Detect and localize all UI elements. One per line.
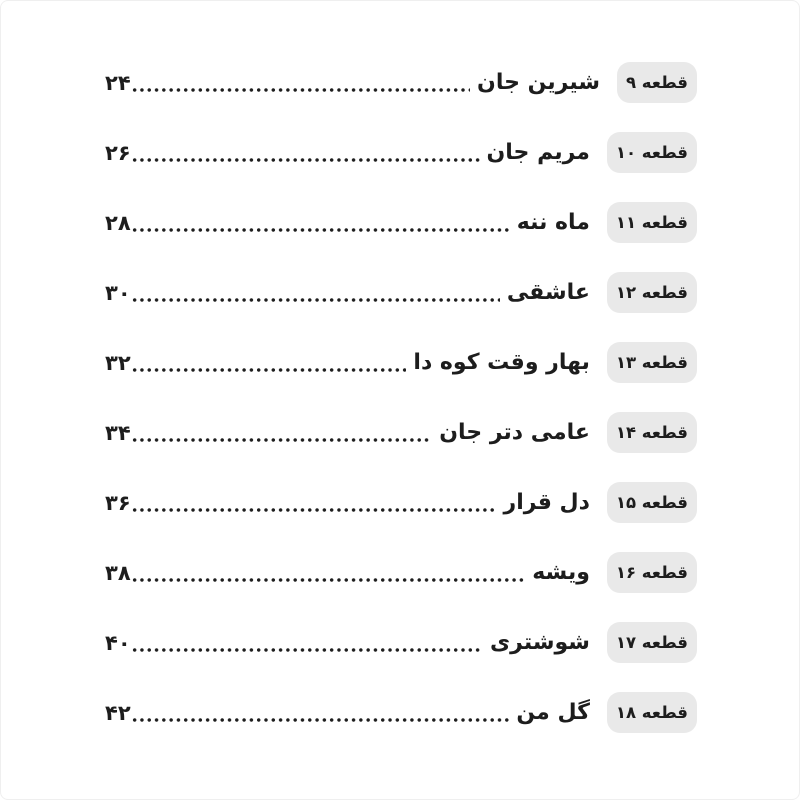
toc-row — [105, 537, 697, 607]
table-of-contents — [105, 47, 697, 747]
track-title: دل قرار — [503, 489, 590, 515]
chapter-badge: قطعه ۱۴ — [607, 412, 697, 453]
dot-leader — [131, 578, 526, 582]
chapter-badge: قطعه ۱۲ — [607, 272, 697, 313]
track-title: مریم جان — [486, 139, 590, 165]
chapter-badge: قطعه ۱۰ — [607, 132, 697, 173]
dot-leader — [131, 508, 497, 512]
page-number: ۴۰ — [105, 631, 131, 655]
chapter-badge: قطعه ۱۸ — [607, 692, 697, 733]
toc-row — [105, 47, 697, 117]
toc-row — [105, 397, 697, 467]
dot-leader — [131, 88, 470, 92]
page-number: ۳۸ — [105, 561, 131, 585]
page-number: ۳۴ — [105, 421, 131, 445]
toc-row — [105, 187, 697, 257]
track-title: عامی دتر جان — [439, 419, 590, 445]
track-title: گل من — [516, 699, 590, 725]
chapter-badge: قطعه ۹ — [617, 62, 697, 103]
chapter-badge: قطعه ۱۷ — [607, 622, 697, 663]
track-title: ویشه — [532, 559, 590, 585]
toc-row — [105, 327, 697, 397]
track-title: شوشتری — [489, 629, 590, 655]
toc-row — [105, 117, 697, 187]
dot-leader — [131, 228, 510, 232]
dot-leader — [131, 648, 483, 652]
page-number: ۴۲ — [105, 701, 131, 725]
dot-leader — [131, 158, 480, 162]
toc-row — [105, 467, 697, 537]
chapter-badge: قطعه ۱۵ — [607, 482, 697, 523]
dot-leader — [131, 298, 500, 302]
page-number: ۲۶ — [105, 141, 131, 165]
chapter-badge: قطعه ۱۱ — [607, 202, 697, 243]
chapter-badge: قطعه ۱۳ — [607, 342, 697, 383]
dot-leader — [131, 438, 433, 442]
track-title: عاشقی — [506, 279, 590, 305]
toc-row — [105, 257, 697, 327]
page-number: ۳۲ — [105, 351, 131, 375]
track-title: ماه ننه — [516, 209, 590, 235]
track-title: بهار وقت کوه دا — [413, 349, 590, 375]
toc-row — [105, 677, 697, 747]
toc-row — [105, 607, 697, 677]
chapter-badge: قطعه ۱۶ — [607, 552, 697, 593]
track-title: شیرین جان — [477, 69, 600, 95]
dot-leader — [131, 368, 407, 372]
page-number: ۳۰ — [105, 281, 131, 305]
page-number: ۳۶ — [105, 491, 131, 515]
page-number: ۲۴ — [105, 71, 131, 95]
dot-leader — [131, 718, 510, 722]
page-number: ۲۸ — [105, 211, 131, 235]
